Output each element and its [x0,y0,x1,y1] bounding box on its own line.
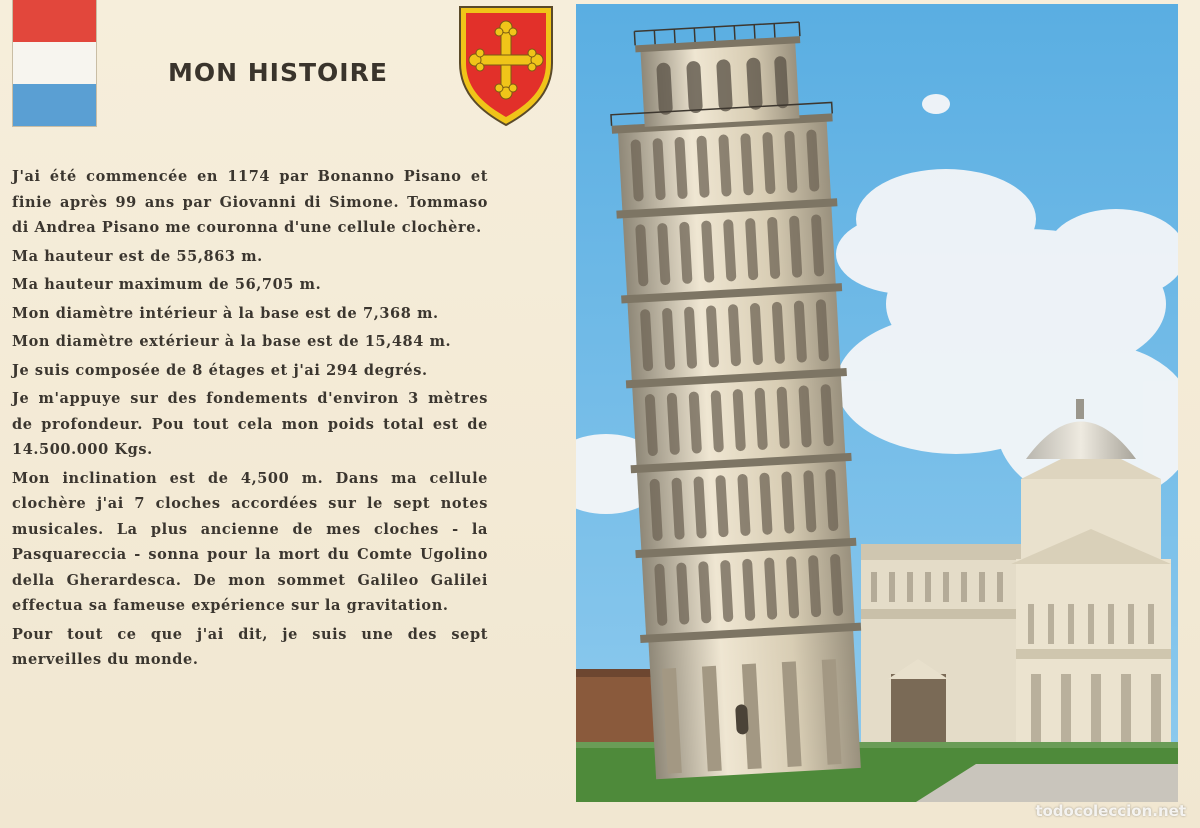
paragraph-max-height: Ma hauteur maximum de 56,705 m. [12,276,322,293]
paragraph-outer-diameter: Mon diamètre extérieur à la base est de 15,484 m. [12,333,452,350]
paragraph-height: Ma hauteur est de 55,863 m. [12,247,263,265]
paragraph-foundations: Je m'appuye sur des fondements d'environ 3 mètres de profondeur. Pou tout cela mon poids total est de 14.500.000 Kgs. [12,390,488,458]
pisa-coat-of-arms-icon [456,3,556,129]
paragraph-inclination: Mon inclination est de 4,500 m. Dans ma cellule clochère j'ai 7 cloches accordées sur le sept notes musicales. La plus ancienne de mes cloches - la Pasquareccia - sonna pour la mort du Comte Ugolino della Gherardesca. De mon sommet Galileo Galilei effectua sa fameuse expérience sur la gravitation. [12,469,488,614]
paragraph-construction: J'ai été commencée en 1174 par Bonanno Pisano et finie après 99 ans par Giovanni di Simone. Tommaso di Andrea Pisano me couronna d'une cellule clochère. [12,168,488,236]
watermark: todocoleccion.net [1035,802,1186,820]
flag-red-band [13,0,96,42]
paragraph-inner-diameter: Mon diamètre intérieur à la base est de 7,368 m. [12,304,439,322]
leaning-tower-photo [576,4,1178,802]
pisa-flag [13,0,96,126]
flag-blue-band [13,84,96,126]
text-panel [0,0,570,828]
tower-illustration [576,4,1178,802]
flag-white-band [13,42,96,84]
history-text [12,164,488,676]
paragraph-wonders: Pour tout ce que j'ai dit, je suis une des sept merveilles du monde. [12,625,488,668]
paragraph-floors: Je suis composée de 8 étages et j'ai 294 degrés. [12,361,428,379]
page-title: MON HISTOIRE [168,58,388,87]
